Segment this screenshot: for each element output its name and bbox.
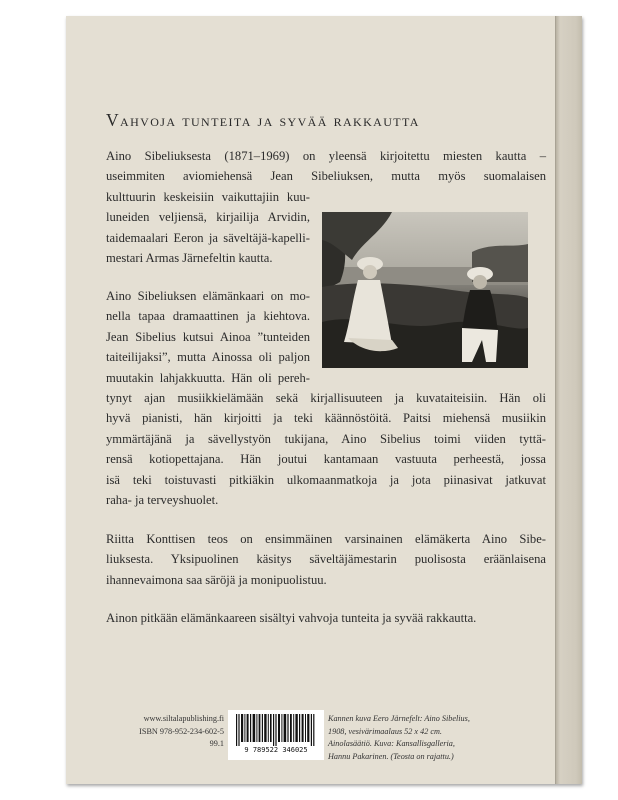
text-line: hyvä pianisti, hän kirjoitti ja teki käännöstöitä. Paitsi miehensä musiikin [106,411,546,426]
publisher-info [86,713,224,751]
credit-line: Hannu Pakarinen. (Teosta on rajattu.) [328,751,454,761]
text-line: luneiden veljiensä, kirjailija Arvidin, [106,210,310,225]
paragraph-biography [106,529,546,590]
text-line: Jean Sibelius kutsui Ainoa ”tunteiden [106,329,310,344]
text-line: taidemaalari Eeron ja säveltäjä-kapelli- [106,230,310,245]
text-line: useimmiten aviomiehensä Jean Sibeliuksen, mutta myös suomalaisen [106,169,546,184]
text-line: tynyt ajan musiikkielämään sekä kirjallisuuteen ja kuvataiteisiin. Hän oli [106,391,546,406]
text-line: Aino Sibeliuksen elämänkaari on mo- [106,289,310,303]
text-line: nella tapaa dramaattinen ja kiehtova. [106,309,310,324]
isbn-text: ISBN 978-952-234-602-5 [139,726,224,736]
text-line: mestari Armas Järnefeltin kautta. [106,251,273,266]
barcode-bars [236,714,316,746]
text-line: kulttuurin keskeisiin vaikuttajiin kuu- [106,189,310,204]
text-line: ihannevaimona saa säröjä ja monipuolistuu. [106,572,327,587]
book-back-cover [66,16,582,784]
credit-line: Kannen kuva Eero Järnefelt: Aino Sibelius, [328,714,470,723]
text-line: taiteilijaksi”, mutta Ainossa oli paljon [106,350,310,365]
photo-illustration [322,212,528,368]
text-line: isä teki toistuvasti pitkiäkin ulkomaanmatkoja ja jota piinasivat jatkuvat [106,472,546,487]
publisher-website: www.siltalapublishing.fi [143,714,224,723]
back-cover-title: Vahvoja tunteita ja syvää rakkautta [106,110,420,130]
book-spine [555,16,582,784]
barcode-number: 9 789522 346025 [244,746,308,754]
paragraph-closing [106,608,546,628]
classification-code: 99.1 [209,739,224,749]
barcode [228,710,324,760]
credit-line: Ainolasäätiö. Kuva: Kansallisgalleria, [328,739,455,749]
text-line: rensä kotiopettajana. Hän joutui kantamaan vastuuta perheestä, jossa [106,452,546,467]
text-line: muutakin lahjakkuutta. Hän oli pereh- [106,370,310,385]
text-line: Aino Sibeliuksesta (1871–1969) on yleensä kirjoitettu miesten kautta – [106,149,546,163]
historical-photo [322,212,528,368]
credit-line: 1908, vesivärimaalaus 52 x 42 cm. [328,726,442,736]
text-line: raha- ja terveyshuolet. [106,493,219,508]
cover-panel [66,16,556,784]
text-line: liuksesta. Yksipuolinen käsitys säveltäjämestarin puolisosta eräänlaisena [106,552,546,567]
text-line: ymmärtäjänä ja sävellystyön tukijana, Aino Sibelius toimi viiden tyttä- [106,431,546,446]
cover-credits [328,713,528,763]
text-line: Ainon pitkään elämänkaareen sisältyi vahvoja tunteita ja syvää rakkautta. [106,611,477,625]
text-line: Riitta Konttisen teos on ensimmäinen varsinainen elämäkerta Aino Sibe- [106,532,546,546]
